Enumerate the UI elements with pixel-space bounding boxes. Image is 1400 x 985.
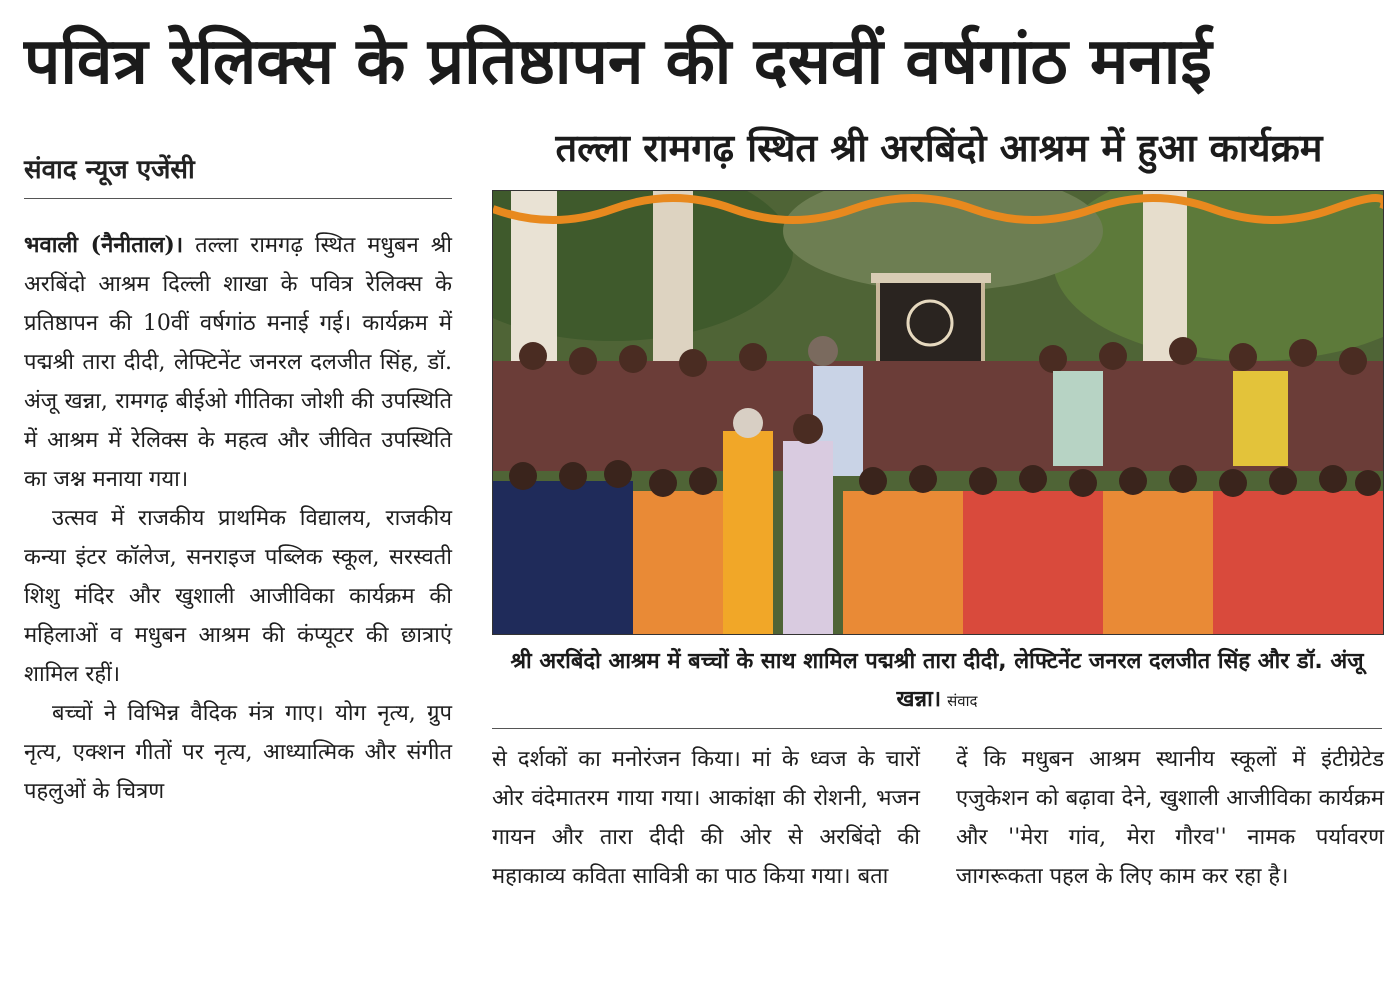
figure-in-orange: [723, 431, 773, 634]
byline-divider: [24, 198, 452, 199]
photo-caption: [492, 643, 1382, 720]
middle-column: [492, 740, 920, 896]
caption-divider: [492, 728, 1382, 729]
event-photo: [492, 190, 1384, 635]
byline: संवाद न्यूज एजेंसी: [24, 155, 195, 185]
left-column: [24, 226, 452, 811]
subheadline: तल्ला रामगढ़ स्थित श्री अरबिंदो आश्रम में हुआ कार्यक्रम: [555, 126, 1323, 170]
paragraph-3: बच्चों ने विभिन्न वैदिक मंत्र गाए। योग नृत्य, ग्रुप नृत्य, एक्शन गीतों पर नृत्य, आध्यात्मिक और संगीत पहलुओं के चित्रण: [24, 701, 452, 804]
caption-text: श्री अरबिंदो आश्रम में बच्चों के साथ शामिल पद्मश्री तारा दीदी, लेफ्टिनेंट जनरल दलजीत सिंह और डॉ. अंजू खन्ना।: [510, 649, 1364, 712]
headline: पवित्र रेलिक्स के प्रतिष्ठापन की दसवीं वर्षगांठ मनाई: [24, 25, 1212, 99]
paragraph-2: उत्सव में राजकीय प्राथमिक विद्यालय, राजकीय कन्या इंटर कॉलेज, सनराइज पब्लिक स्कूल, सरस्वती शिशु मंदिर और खुशाली आजीविका कार्यक्रम की महिलाओं व मधुबन आश्रम की कंप्यूटर की छात्राएं शामिल रहीं।: [24, 506, 452, 687]
paragraph-1-text: तल्ला रामगढ़ स्थित मधुबन श्री अरबिंदो आश्रम दिल्ली शाखा के पवित्र रेलिक्स के प्रतिष्ठापन की 10वीं वर्षगांठ मनाई गई। कार्यक्रम में पद्मश्री तारा दीदी, लेफ्टिनेंट जनरल दलजीत सिंह, डॉ. अंजू खन्ना, रामगढ़ बीईओ गीतिका जोशी की उपस्थिति में आश्रम में रेलिक्स के महत्व और जीवित उपस्थिति का जश्न मनाया गया।: [24, 233, 452, 492]
middle-column-text: से दर्शकों का मनोरंजन किया। मां के ध्वज के चारों ओर वंदेमातरम गाया गया। आकांक्षा की रोशनी, भजन गायन और तारा दीदी की ओर से अरबिंदो की महाकाव्य कविता सावित्री का पाठ किया गया। बता: [492, 747, 920, 889]
group-photo-illustration: [493, 191, 1383, 634]
right-column-text: दें कि मधुबन आश्रम स्थानीय स्कूलों में इंटीग्रेटेड एजुकेशन को बढ़ावा देने, खुशाली आजीविका कार्यक्रम और ''मेरा गांव, मेरा गौरव'' नामक पर्यावरण जागरूकता पहल के लिए काम कर रहा है।: [956, 747, 1384, 889]
figure-in-lavender: [783, 441, 833, 634]
right-column: [956, 740, 1384, 896]
paragraph-1: [24, 226, 452, 499]
photo-credit: संवाद: [947, 692, 978, 710]
dateline: भवाली (नैनीताल)।: [24, 232, 184, 258]
relics-shrine: [878, 279, 983, 374]
